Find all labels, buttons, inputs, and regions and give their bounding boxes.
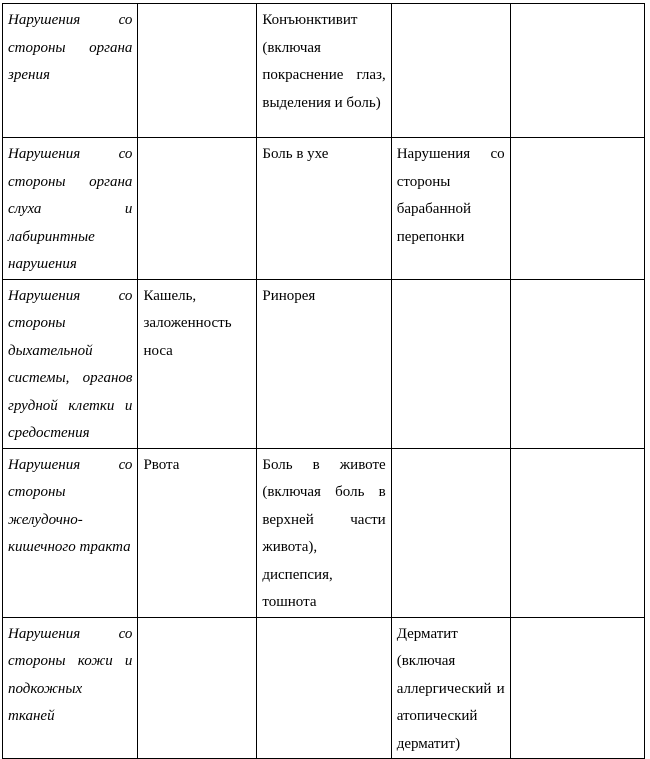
organ-class-cell: Нарушения со стороны органа зрения	[3, 4, 138, 138]
organ-class-cell: Нарушения со стороны органа слуха и лабиринтные нарушения	[3, 138, 138, 280]
table-row	[3, 617, 645, 759]
table-cell: Боль в ухе	[257, 138, 391, 280]
organ-class-cell: Нарушения со стороны кожи и подкожных тканей	[3, 617, 138, 759]
table-cell	[510, 4, 644, 138]
table-cell	[510, 448, 644, 617]
table-cell	[138, 4, 257, 138]
table-cell	[510, 279, 644, 448]
organ-class-cell: Нарушения со стороны дыхательной системы, органов грудной клетки и средостения	[3, 279, 138, 448]
table-cell	[391, 4, 510, 138]
organ-class-cell: Нарушения со стороны желудочно-кишечного тракта	[3, 448, 138, 617]
table-cell: Дерматит (включая аллергический и атопический дерматит)	[391, 617, 510, 759]
table-row	[3, 279, 645, 448]
table-cell	[257, 617, 391, 759]
table-cell	[510, 617, 644, 759]
table-cell: Нарушения со стороны барабанной перепонки	[391, 138, 510, 280]
table-cell: Кашель, заложенность носа	[138, 279, 257, 448]
table-row	[3, 138, 645, 280]
table-row	[3, 4, 645, 138]
table-row	[3, 448, 645, 617]
table-cell	[138, 138, 257, 280]
table-cell	[391, 448, 510, 617]
adverse-reactions-table	[2, 3, 645, 759]
table-cell: Рвота	[138, 448, 257, 617]
table-cell: Конъюнктивит (включая покраснение глаз, выделения и боль)	[257, 4, 391, 138]
table-cell	[138, 617, 257, 759]
table-cell: Боль в животе (включая боль в верхней части живота), диспепсия, тошнота	[257, 448, 391, 617]
table-cell	[510, 138, 644, 280]
table-cell	[391, 279, 510, 448]
table-cell: Ринорея	[257, 279, 391, 448]
